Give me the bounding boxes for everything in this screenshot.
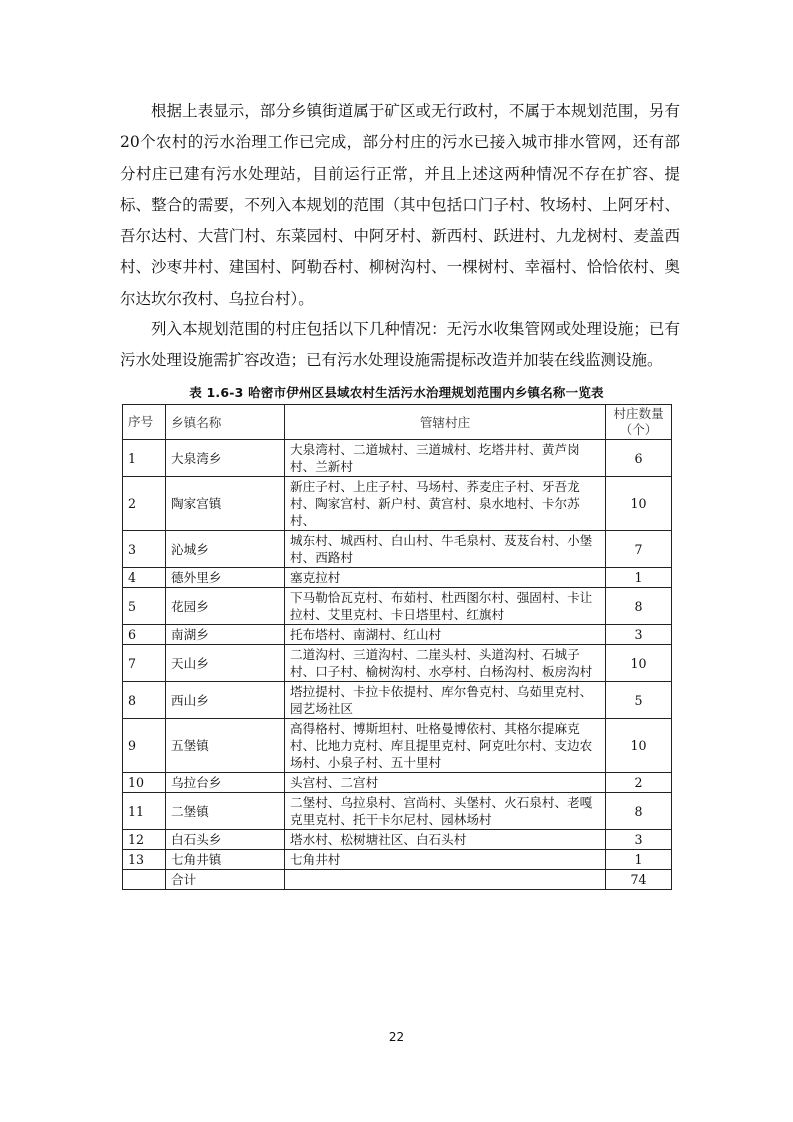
- total-no-empty: [123, 870, 166, 890]
- row-count: 10: [606, 645, 672, 682]
- table-row: [123, 850, 672, 870]
- row-township: 天山乡: [166, 645, 285, 682]
- table-row: [123, 477, 672, 531]
- row-count: 7: [606, 531, 672, 568]
- row-township: 白石头乡: [166, 830, 285, 850]
- table-row: [123, 830, 672, 850]
- row-no: 10: [123, 773, 166, 793]
- row-no: 9: [123, 719, 166, 773]
- row-no: 3: [123, 531, 166, 568]
- total-label: 合计: [166, 870, 285, 890]
- row-villages: 头宫村、二宫村: [285, 773, 606, 793]
- header-no: 序号: [123, 405, 166, 440]
- row-township: 沁城乡: [166, 531, 285, 568]
- row-villages: 托布塔村、南湖村、红山村: [285, 625, 606, 645]
- table-row: [123, 682, 672, 719]
- row-count: 1: [606, 850, 672, 870]
- row-township: 德外里乡: [166, 568, 285, 588]
- page-number: 22: [388, 1030, 405, 1044]
- row-township: 乌拉台乡: [166, 773, 285, 793]
- table-total-row: [123, 870, 672, 890]
- row-count: 3: [606, 830, 672, 850]
- row-villages: 二堡村、乌拉泉村、宫尚村、头堡村、火石泉村、老嘎克里克村、托干卡尔尼村、园林场村: [285, 793, 606, 830]
- row-villages: 大泉湾村、二道城村、三道城村、圪塔井村、黄芦岗村、兰新村: [285, 440, 606, 477]
- row-count: 1: [606, 568, 672, 588]
- row-villages: 塔水村、松树塘社区、白石头村: [285, 830, 606, 850]
- row-villages: 塞克拉村: [285, 568, 606, 588]
- row-villages: 下马勒恰瓦克村、布茹村、杜西图尔村、强固村、卡让拉村、艾里克村、卡日塔里村、红旗村: [285, 588, 606, 625]
- row-villages: 二道沟村、三道沟村、二崖头村、头道沟村、石城子村、口子村、榆树沟村、水亭村、白杨沟村、板房沟村: [285, 645, 606, 682]
- total-villages-empty: [285, 870, 606, 890]
- row-count: 2: [606, 773, 672, 793]
- row-no: 2: [123, 477, 166, 531]
- row-township: 西山乡: [166, 682, 285, 719]
- row-no: 5: [123, 588, 166, 625]
- table-header-row: [123, 405, 672, 440]
- row-township: 七角井镇: [166, 850, 285, 870]
- row-count: 8: [606, 793, 672, 830]
- table-row: [123, 531, 672, 568]
- table-row: [123, 440, 672, 477]
- row-villages: 塔拉提村、卡拉卡依提村、库尔鲁克村、乌茹里克村、园艺场社区: [285, 682, 606, 719]
- body-paragraph-1: 根据上表显示，部分乡镇街道属于矿区或无行政村，不属于本规划范围，另有20个农村的污水治理工作已完成，部分村庄的污水已接入城市排水管网，还有部分村庄已建有污水处理站，目前运行正常，并且上述这两种情况不存在扩容、提标、整合的需要，不列入本规划的范围（其中包括口门子村、牧场村、上阿牙村、吾尔达村、大营门村、东菜园村、中阿牙村、新西村、跃进村、九龙树村、麦盖西村、沙枣井村、建国村、阿勒吞村、柳树沟村、一棵树村、幸福村、恰恰依村、奥尔达坎尔孜村、乌拉台村）。: [120, 102, 680, 308]
- row-count: 6: [606, 440, 672, 477]
- table-row: [123, 645, 672, 682]
- row-no: 11: [123, 793, 166, 830]
- row-no: 6: [123, 625, 166, 645]
- row-villages: 新庄子村、上庄子村、马场村、荞麦庄子村、牙吾龙村、陶家宫村、新户村、黄宫村、泉水地村、卡尔苏村、: [285, 477, 606, 531]
- table-row: [123, 568, 672, 588]
- row-no: 1: [123, 440, 166, 477]
- row-no: 8: [123, 682, 166, 719]
- row-villages: 高得格村、博斯坦村、吐格曼博依村、其格尔提麻克村、比地力克村、库且提里克村、阿克吐尔村、支边农场村、小泉子村、五十里村: [285, 719, 606, 773]
- row-no: 13: [123, 850, 166, 870]
- row-villages: 七角井村: [285, 850, 606, 870]
- row-township: 五堡镇: [166, 719, 285, 773]
- row-township: 大泉湾乡: [166, 440, 285, 477]
- table-row: [123, 588, 672, 625]
- header-township: 乡镇名称: [166, 405, 285, 440]
- table-row: [123, 773, 672, 793]
- row-township: 花园乡: [166, 588, 285, 625]
- township-table: [122, 404, 672, 890]
- row-count: 10: [606, 719, 672, 773]
- row-no: 7: [123, 645, 166, 682]
- row-township: 二堡镇: [166, 793, 285, 830]
- table-row: [123, 719, 672, 773]
- row-count: 8: [606, 588, 672, 625]
- row-villages: 城东村、城西村、白山村、牛毛泉村、芨芨台村、小堡村、西路村: [285, 531, 606, 568]
- header-count: 村庄数量（个）: [606, 405, 672, 440]
- row-count: 5: [606, 682, 672, 719]
- row-township: 陶家宫镇: [166, 477, 285, 531]
- table-row: [123, 793, 672, 830]
- row-count: 3: [606, 625, 672, 645]
- table-row: [123, 625, 672, 645]
- row-township: 南湖乡: [166, 625, 285, 645]
- table-caption: 表 1.6-3 哈密市伊州区县域农村生活污水治理规划范围内乡镇名称一览表: [189, 385, 604, 400]
- row-count: 10: [606, 477, 672, 531]
- row-no: 12: [123, 830, 166, 850]
- header-villages: 管辖村庄: [285, 405, 606, 440]
- body-paragraph-2: 列入本规划范围的村庄包括以下几种情况：无污水收集管网或处理设施；已有污水处理设施需扩容改造；已有污水处理设施需提标改造并加装在线监测设施。: [120, 320, 680, 370]
- total-count: 74: [606, 870, 672, 890]
- row-no: 4: [123, 568, 166, 588]
